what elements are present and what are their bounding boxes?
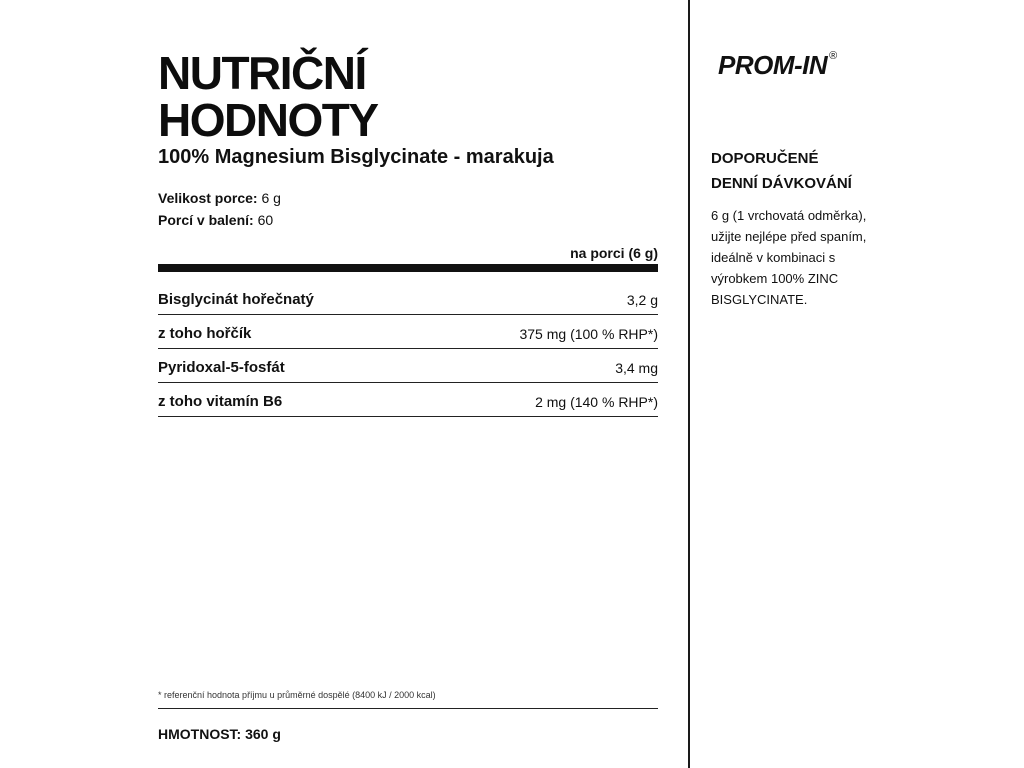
vertical-divider bbox=[688, 0, 690, 768]
nutrient-name: Pyridoxal-5-fosfát bbox=[158, 359, 285, 376]
dosage-instructions bbox=[711, 205, 891, 310]
product-name: 100% Magnesium Bisglycinate - marakuja bbox=[158, 146, 554, 168]
serving-size bbox=[158, 190, 281, 206]
nutrient-value: 2 mg (140 % RHP*) bbox=[535, 394, 658, 410]
nutrient-value: 3,2 g bbox=[626, 292, 658, 308]
dosage-line: BISGLYCINATE. bbox=[711, 292, 808, 307]
servings-per-pack-label: Porcí v balení: bbox=[158, 212, 254, 228]
net-weight-label: HMOTNOST: bbox=[158, 726, 242, 742]
nutrient-value: 375 mg (100 % RHP*) bbox=[519, 326, 658, 342]
serving-size-value: 6 g bbox=[261, 190, 281, 206]
servings-per-pack-value: 60 bbox=[257, 212, 274, 228]
net-weight bbox=[158, 726, 281, 742]
title-line-2: HODNOTY bbox=[158, 94, 378, 146]
nutrient-name: z toho hořčík bbox=[158, 325, 252, 342]
servings-per-pack bbox=[158, 212, 273, 228]
nutrient-name: Bisglycinát hořečnatý bbox=[158, 291, 314, 308]
dosage-heading-line-1: DOPORUČENÉ bbox=[711, 150, 819, 167]
per-serving-header: na porci (6 g) bbox=[570, 245, 658, 261]
nutrient-row bbox=[158, 280, 658, 315]
dosage-line: ideálně v kombinaci s bbox=[711, 250, 836, 265]
nutrient-row bbox=[158, 348, 658, 383]
nutrient-row bbox=[158, 382, 658, 417]
title-line-1: NUTRIČNÍ bbox=[158, 47, 366, 99]
nutrient-value: 3,4 mg bbox=[615, 360, 658, 376]
brand-name: PROM-IN bbox=[718, 50, 828, 80]
net-weight-value: 360 g bbox=[245, 726, 281, 742]
footer-rule bbox=[158, 708, 658, 709]
brand-logo bbox=[718, 50, 837, 81]
nutrient-name: z toho vitamín B6 bbox=[158, 393, 283, 410]
table-top-rule bbox=[158, 264, 658, 272]
dosage-heading-line-2: DENNÍ DÁVKOVÁNÍ bbox=[711, 175, 852, 192]
serving-size-label: Velikost porce: bbox=[158, 190, 258, 206]
dosage-line: užijte nejlépe před spaním, bbox=[711, 229, 867, 244]
registered-mark: ® bbox=[829, 50, 837, 62]
dosage-heading bbox=[711, 146, 852, 196]
nutrient-row bbox=[158, 314, 658, 349]
dosage-line: 6 g (1 vrchovatá odměrka), bbox=[711, 208, 867, 223]
dosage-line: výrobkem 100% ZINC bbox=[711, 271, 839, 286]
page-title bbox=[158, 47, 378, 146]
rhp-footnote: * referenční hodnota příjmu u průměrné dospělé (8400 kJ / 2000 kcal) bbox=[158, 690, 436, 700]
